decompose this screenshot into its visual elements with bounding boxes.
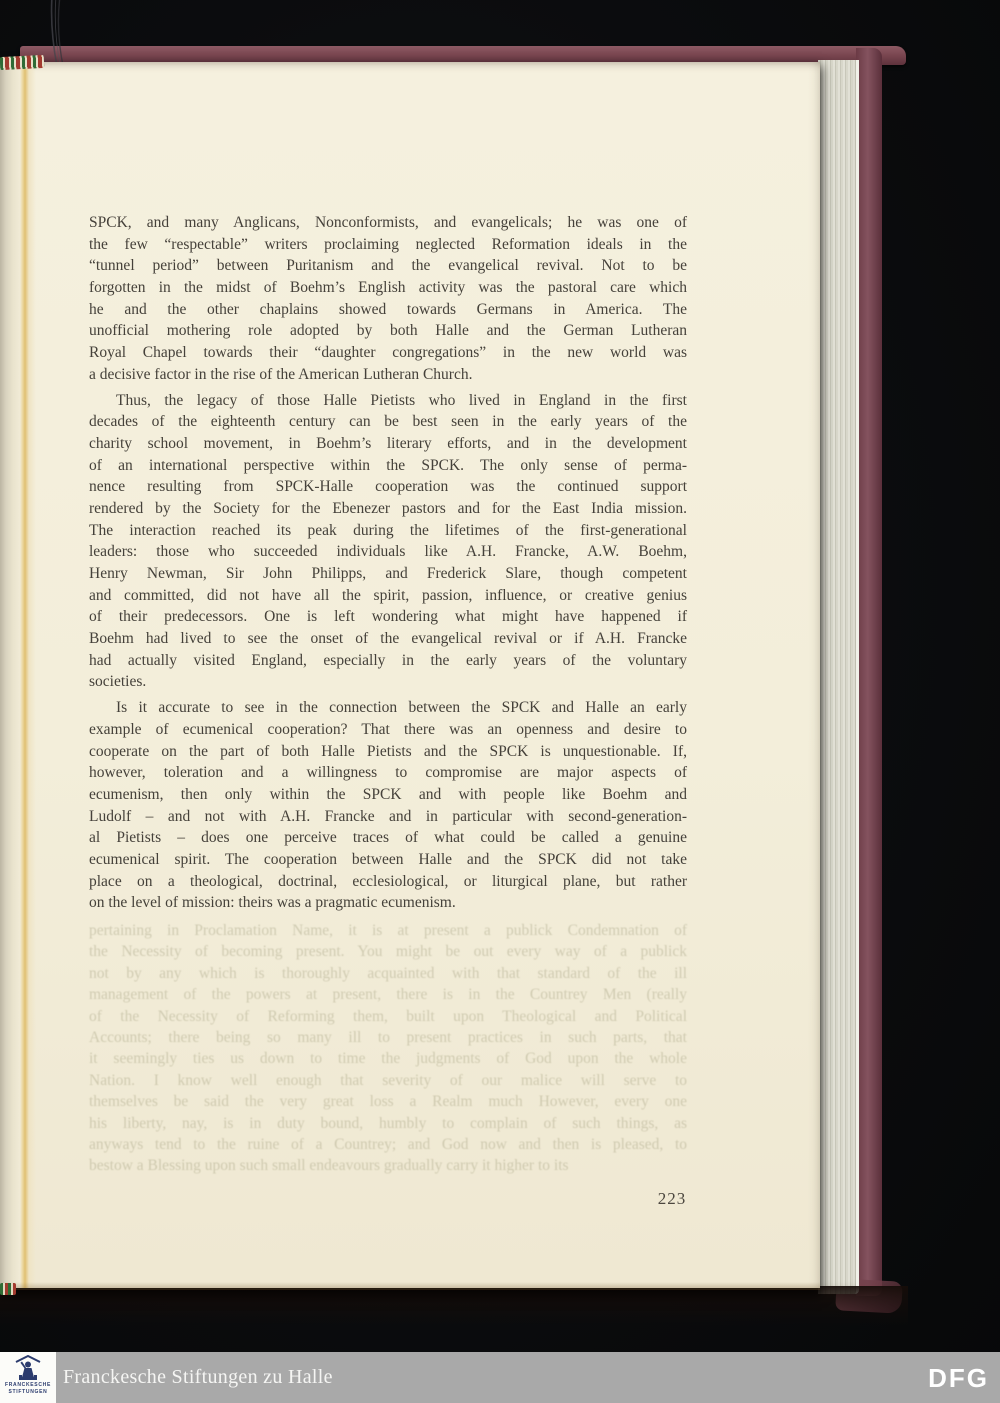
- text-line: decades of the eighteenth century can be best seen in the early years of the: [89, 413, 687, 431]
- text-line: Royal Chapel towards their “daughter congregations” in the new world was: [89, 344, 687, 362]
- text-line: a decisive factor in the rise of the American Lutheran Church.: [89, 365, 473, 383]
- paragraph: [89, 390, 687, 694]
- ghost-text-line: his liberty, nay, is in duty bound, humbly to complain of such things, as: [89, 1114, 687, 1132]
- logo-text-line2: STIFTUNGEN: [8, 1389, 48, 1395]
- text-line: ecumenism, then only within the SPCK and with people like Boehm and: [89, 785, 687, 803]
- text-line: leaders: those who succeeded individuals like A.H. Francke, A.W. Boehm,: [89, 543, 687, 561]
- text-line: al Pietists – does one perceive traces of what could be called a genuine: [89, 829, 687, 847]
- paragraph: [89, 697, 687, 914]
- paragraph: [89, 212, 687, 386]
- ghost-text-line: of the Necessity of Reforming them, built upon Theological and Political: [89, 1007, 687, 1025]
- ghost-text-line: anyways tend to the ruine of a Countrey; and God now and then is pleased, to: [89, 1135, 687, 1153]
- text-line: rendered by the Society for the Ebenezer pastors and for the East India mission.: [89, 499, 687, 517]
- ghost-text-line: bestow a Blessing upon such small endeavours gradually carry it higher to its: [89, 1157, 569, 1175]
- ghost-text-line: Nation. I know well enough that severity of our malice will serve to: [89, 1071, 687, 1089]
- ghost-text-line: themselves be said the very great loss a Realm much However, every one: [89, 1093, 687, 1111]
- text-line: the few “respectable” writers proclaiming neglected Reformation ideals in the: [89, 235, 687, 253]
- text-line: example of ecumenical cooperation? That there was an openness and desire to: [89, 720, 687, 738]
- footer-bar: [0, 1352, 1000, 1403]
- text-line: SPCK, and many Anglicans, Nonconformists, and evangelicals; he was one of: [89, 214, 687, 231]
- show-through-ghost-text: [89, 920, 687, 1177]
- text-line: cooperate on the part of both Halle Pietists and the SPCK is unquestionable. If,: [89, 742, 687, 760]
- text-line: had actually visited England, especially in the early years of the voluntary: [89, 651, 687, 669]
- text-line: however, toleration and a willingness to compromise are major aspects of: [89, 764, 687, 782]
- text-line: ecumenical spirit. The cooperation between Halle and the SPCK did not take: [89, 850, 687, 868]
- text-line: charity school movement, in Boehm’s literary efforts, and in the development: [89, 434, 687, 452]
- text-line: place on a theological, doctrinal, ecclesiological, or liturgical plane, but rather: [89, 872, 687, 890]
- franckesche-stiftungen-logo: [0, 1352, 56, 1403]
- ghost-text-line: management of the powers at present, there is in the Countrey Men (really: [89, 986, 687, 1004]
- text-line: unofficial mothering role adopted by both Halle and the German Lutheran: [89, 322, 687, 340]
- institution-name: Franckesche Stiftungen zu Halle: [63, 1366, 333, 1388]
- page-fore-edge-stack: [818, 60, 859, 1294]
- text-line: forgotten in the midst of Boehm’s English activity was the pastoral care which: [89, 279, 687, 297]
- text-line: Thus, the legacy of those Halle Pietists who lived in England in the first: [116, 391, 687, 409]
- ghost-text-line: the Necessity of becoming present. You might be out every way of a publick: [89, 943, 687, 961]
- headband-bottom-icon: [0, 1283, 16, 1295]
- francke-figure-icon: [12, 1355, 44, 1381]
- text-line: and committed, did not have all the spirit, passion, influence, or creative genius: [89, 586, 687, 604]
- text-line: societies.: [89, 673, 147, 691]
- page-number: 223: [657, 1189, 687, 1208]
- book-cover-right-edge: [856, 48, 882, 1296]
- headband-top-icon: [0, 55, 44, 70]
- text-line: he and the other chaplains showed towards Germans in America. The: [89, 300, 687, 318]
- ghost-text-line: not by any which is thoroughly acquainted with that standard of the ill: [89, 964, 687, 982]
- text-line: of an international perspective within the SPCK. The only sense of perma-: [89, 456, 687, 474]
- book-shadow: [0, 1286, 908, 1330]
- text-line: Is it accurate to see in the connection between the SPCK and Halle an early: [116, 699, 687, 717]
- ghost-text-line: pertaining in Proclamation Name, it is at present a publick Condemnation of: [89, 922, 687, 939]
- text-line: nence resulting from SPCK-Halle cooperation was the continued support: [89, 478, 687, 496]
- ghost-text-line: Accounts; there being so many ill to present practices in such parts, that: [89, 1028, 687, 1046]
- ghost-text-line: it seemingly ties us down to time the judgments of God upon the whole: [89, 1050, 687, 1068]
- dfg-logo: DFG: [928, 1363, 989, 1393]
- book-page: [0, 62, 820, 1288]
- page-text: [89, 212, 687, 914]
- text-line: The interaction reached its peak during the lifetimes of the first-generational: [89, 521, 687, 539]
- text-line: on the level of mission: theirs was a pragmatic ecumenism.: [89, 894, 456, 912]
- text-line: Henry Newman, Sir John Philipps, and Frederick Slare, though competent: [89, 565, 687, 582]
- text-line: Boehm had lived to see the onset of the evangelical revival or if A.H. Francke: [89, 630, 687, 648]
- text-line: of their predecessors. One is left wondering what might have happened if: [89, 608, 687, 626]
- text-line: Ludolf – and not with A.H. Francke and in particular with second-generation-: [89, 807, 687, 825]
- text-line: “tunnel period” between Puritanism and the evangelical revival. Not to be: [89, 257, 687, 275]
- logo-text-line1: FRANCKESCHE: [4, 1382, 52, 1388]
